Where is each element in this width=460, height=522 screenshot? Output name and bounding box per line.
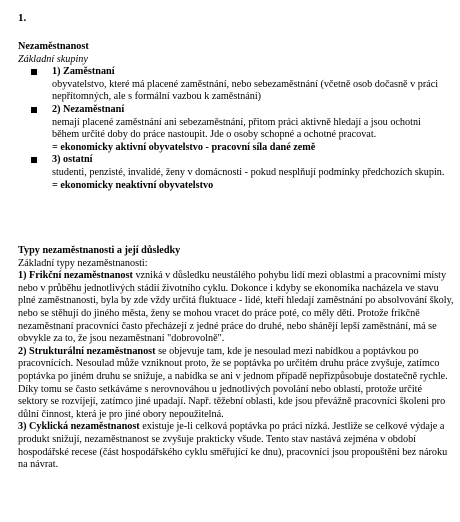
item-result: = ekonomicky aktivní obyvatelstvo - pracovní síla dané země — [52, 141, 316, 153]
section-subtitle: Základní typy nezaměstnanosti: — [18, 257, 148, 269]
section-unemployment — [18, 41, 448, 192]
paragraph-structural — [18, 346, 454, 422]
paragraph-cyclical — [18, 421, 454, 471]
list-item-others — [52, 154, 448, 192]
paragraph-text: se objevuje tam, kde je nesoulad mezi nabídkou a poptávkou po pracovnících. Nesoulad může vzniknout proto, že se poptávka po určitém druhu práce zvyšuje, zatímco poptávka po jiném druhu se snižuje, a nabídka se ani v jednom případě nepřizpůsobuje dostatečně rychle. Díky tomu se často setkáváme s nerovnováhou u jednotlivých povolání nebo oblastí, protože určité sektory se rozvíjejí, zatímco jiné upadají. Např. těžební oblasti, kde jsou převážně pracovníci školeni pro důlní činnost, která je pro jiné obory nepoužitelná. — [18, 345, 448, 420]
paragraph-text: vzniká v důsledku neustálého pohybu lidí mezi oblastmi a pracovními místy nebo v průběhu jednotlivých stádií životního cyklu. Dokonce i kdyby se ekonomika nacházela ve stavu plné zaměstnanosti, byla by zde vždy určitá fluktuace - lidé, kteří hledají zaměstnání po absolvování školy, nebo se stěhují do jiného města, ženy se mohou vracet do práce poté, co měly děti. Protože frikčně nezaměstnaní pracovníci často přecházejí z jedné práce do druhé, nebo shánějí lepší zaměstnání, má se obvykle za to, že jsou nezaměstnaní "dobrovolně". — [18, 270, 454, 345]
item-body: studenti, penzisté, invalidé, ženy v domácnosti - pokud nesplňují podmínky předchozích skupin. — [52, 166, 445, 178]
section-unemployment-types — [18, 245, 454, 472]
section-title: Typy nezaměstnanosti a její důsledky — [18, 245, 181, 256]
paragraph-heading: 2) Strukturální nezaměstnanost — [18, 345, 156, 357]
item-body: obyvatelstvo, které má placené zaměstnání, nebo sebezaměstnání (včetně osob dočasně v práci nepřítomných, ale s formální vazbou k zaměstnání) — [52, 78, 439, 103]
paragraph-heading: 3) Cyklická nezaměstnanost — [18, 421, 140, 433]
paragraph-heading: 1) Frikční nezaměstnanost — [18, 270, 133, 282]
item-result: = ekonomicky neaktivní obyvatelstvo — [52, 179, 214, 191]
section-title: Nezaměstnanost — [18, 41, 89, 52]
section-subtitle: Základní skupiny — [18, 53, 88, 65]
item-heading: 2) Nezaměstnaní — [52, 103, 125, 115]
list-item-employed — [52, 66, 448, 104]
item-body: nemají placené zaměstnání ani sebezaměstnání, přitom práci aktivně hledají a jsou ochotni během určité doby do práce nastoupit. Jde o osoby schopné a ochotné pracovat. — [52, 116, 421, 141]
paragraph-frictional — [18, 270, 454, 346]
section-number: 1. — [18, 12, 27, 24]
square-bullet-icon — [31, 107, 37, 113]
item-heading: 1) Zaměstnaní — [52, 66, 115, 78]
paragraph-text: existuje je-li celková poptávka po práci nízká. Jestliže se celkové výdaje a produkt snižují, nezaměstnanost se zvyšuje prakticky všude. Tento stav nastává zejména v období hospodářské recese (část hospodářského cyklu směřující ke dnu), pracovníci jsou propouštěni bez nároku na návrat. — [18, 421, 448, 471]
square-bullet-icon — [31, 69, 37, 75]
item-heading: 3) ostatní — [52, 154, 93, 166]
square-bullet-icon — [31, 157, 37, 163]
list-item-unemployed — [52, 104, 448, 154]
